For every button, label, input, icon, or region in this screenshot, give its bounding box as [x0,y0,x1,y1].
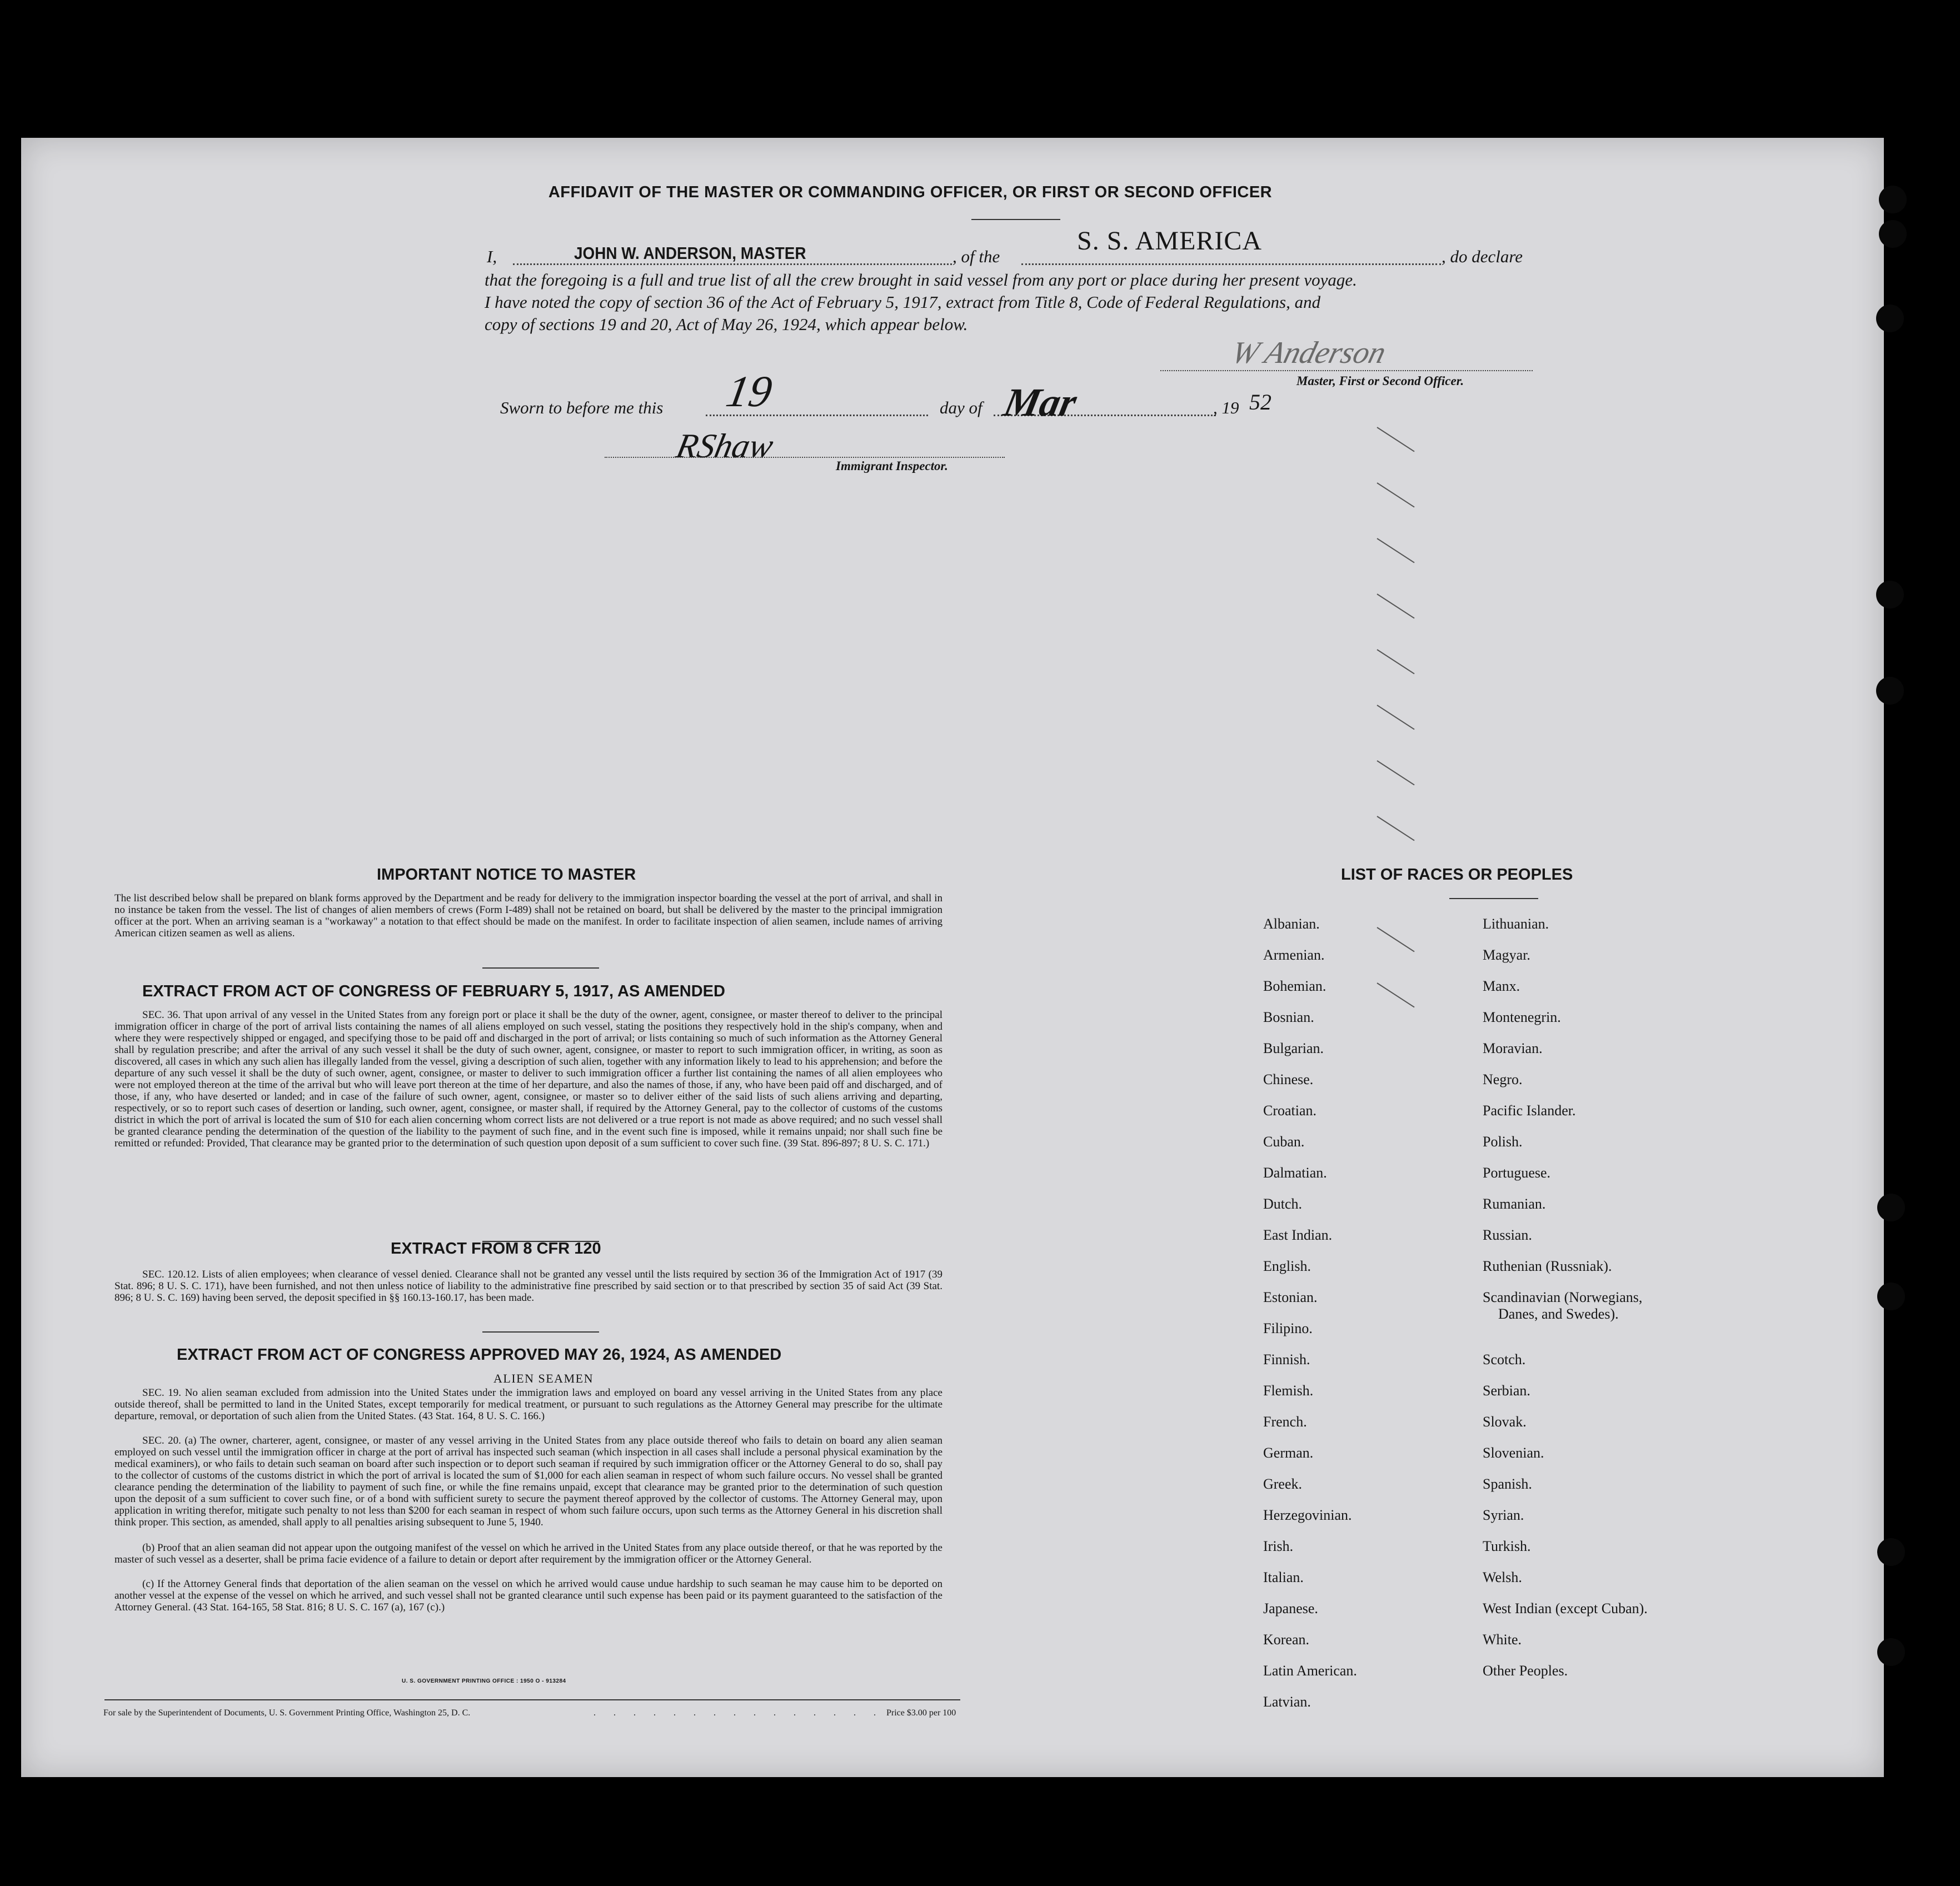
show-through-mark [1377,760,1414,785]
race-item: Albanian. [1263,916,1320,932]
races-title: LIST OF RACES OR PEOPLES [1341,866,1573,884]
race-item: Bohemian. [1263,978,1326,994]
show-through-mark [1377,705,1414,730]
race-item: Armenian. [1263,947,1325,963]
race-item: French. [1263,1414,1307,1430]
race-item: Chinese. [1263,1071,1314,1087]
punch-hole [1877,1194,1905,1221]
race-item: Bosnian. [1263,1009,1314,1025]
punch-hole [1876,677,1904,705]
extract-1924-sec19: SEC. 19. No alien seaman excluded from admission into the United States under the immigration laws and employed on board any vessel arriving in the United States from any place outside thereof, shall be permitted to land in the United States, except temporarily for medical treatment, or pursuant to such regulations as the Attorney General may prescribe for the ultimate departure, removal, or deportation of such alien from the United States. (43 Stat. 164, 8 U. S. C. 166.) [114,1387,942,1422]
vessel-name-field: S. S. AMERICA [1077,226,1263,256]
race-item: Moravian. [1483,1040,1543,1056]
day-field: 19 [722,367,776,416]
race-item: Negro. [1483,1071,1523,1087]
notice-body: The list described below shall be prepared on blank forms approved by the Department and be ready for delivery to the immigration inspector boarding the vessel at the port of arrival, and shall in no instance be taken from the vessel. The list of changes of alien members of crews (Form I-489) shall not be retained on board, but shall be delivered by the master to the principal immigration officer at the port. When an arriving seaman is a "workaway" a notation to that effect should be made on the manifest. In order to facilitate inspection of alien seamen, include names of arriving American citizen seamen as well as aliens. [114,892,942,939]
race-item: East Indian. [1263,1227,1333,1243]
race-item: Russian. [1483,1227,1532,1243]
race-item: Italian. [1263,1569,1304,1585]
do-declare-label: , do declare [1442,247,1523,266]
affidavit-title-rule [971,219,1060,220]
notice-title: IMPORTANT NOTICE TO MASTER [377,866,636,884]
race-item: English. [1263,1258,1311,1274]
race-item: Dutch. [1263,1196,1303,1212]
race-item: Bulgarian. [1263,1040,1324,1056]
race-item: Slovenian. [1483,1445,1544,1461]
race-item: Scandinavian (Norwegians, [1483,1289,1643,1305]
race-item: Welsh. [1483,1569,1522,1585]
show-through-mark [1377,927,1414,952]
punch-hole [1876,305,1904,332]
race-item: Latin American. [1263,1663,1357,1679]
races-title-rule [1449,898,1538,899]
race-item: Herzegovinian. [1263,1507,1352,1523]
extract-1917-body: SEC. 36. That upon arrival of any vessel in the United States from any foreign port or place it shall be the duty of the owner, agent, consignee, or master thereof to deliver to the principal immigration officer in charge of the port of arrival lists containing the names of all aliens employed on such vessel, stating the positions they respectively hold in the ship's company, when and where they were respectively shipped or engaged, and specifying those to be paid off and discharged in the port of arrival; or lists containing so much of such information as the Attorney General shall by regulation prescribe; and after the arrival of any such vessel it shall be the duty of such owner, agent, consignee, or master to report to such immigration officer, in writing, as soon as discovered, all cases in which any such alien has illegally landed from the vessel, giving a description of such alien, together with any information likely to lead to his apprehension; and before the departure of any such vessel it shall be the duty of such owner, agent, consignee, or master to deliver to such immigration officer a further list containing the names of all alien employees who were not employed thereon at the time of the arrival but who will leave port thereon at the time of her departure, and also the names of those, if any, who have been paid off and discharged, and of those, if any, who have deserted or landed; and in case of the failure of such owner, agent, consignee, or master so to deliver either of the said lists of such aliens arriving and departing, respectively, or so to report such cases of desertion or landing, such owner, agent, consignee, or master shall, if required by the Attorney General, pay to the collector of customs of the customs district in which the port of arrival is located the sum of $10 for each alien concerning whom correct lists are not delivered or a true report is not made as above required; and no such vessel shall be granted clearance pending the determination of the question of the liability to the payment of such fine, and in the event such fine is imposed, while it remains unpaid; nor shall such fine be remitted or refunded: Provided, That clearance may be granted prior to the determination of such question upon deposit of a sum sufficient to cover such fine. (39 Stat. 896-897; 8 U. S. C. 171.) [114,1009,942,1149]
show-through-mark [1377,427,1414,452]
year-field: 52 [1249,390,1271,415]
punch-hole [1879,220,1907,248]
race-item: Rumanian. [1483,1196,1546,1212]
race-item: Danes, and Swedes). [1498,1306,1619,1322]
day-of-label: day of [940,398,983,417]
race-item: Turkish. [1483,1538,1531,1554]
document-sheet [21,138,1884,1777]
extract-1924-subtitle: ALIEN SEAMEN [493,1371,594,1385]
show-through-mark [1377,482,1414,507]
race-item: Flemish. [1263,1383,1314,1399]
extract-1924-sec20b: (b) Proof that an alien seaman did not appear upon the outgoing manifest of the vessel on which he arrived in the United States from any place outside thereof, or that he was reported by the master of such vessel as a deserter, shall be prima facie evidence of a failure to detain or deport after requirement by the immigration officer or the Attorney General. [114,1542,942,1565]
month-field: Mar [1000,380,1081,425]
footer-price: Price $3.00 per 100 [886,1708,956,1718]
race-item: Serbian. [1483,1383,1530,1399]
show-through-mark [1377,538,1414,563]
master-signature: W Anderson [1228,336,1390,370]
race-item: Latvian. [1263,1694,1311,1710]
inspector-line [605,457,1005,458]
race-item: Finnish. [1263,1351,1310,1368]
race-item: Spanish. [1483,1476,1532,1492]
race-item: Portuguese. [1483,1165,1551,1181]
race-item: Filipino. [1263,1320,1313,1336]
show-through-mark [1377,649,1414,674]
race-item: Ruthenian (Russniak). [1483,1258,1612,1274]
race-item: White. [1483,1631,1522,1648]
extract-1924-sec20a: SEC. 20. (a) The owner, charterer, agent, consignee, or master of any vessel arriving in the United States from any place outside thereof who fails to detain on board any alien seaman employed on such vessel until the immigration officer in charge at the port of arrival has inspected such seaman (which inspection in all cases shall include a personal physical examination by the medical examiners), or who fails to detain such seaman on board after such inspection or to deport such seaman if required by such immigration officer or the Attorney General to do so, shall pay to the collector of customs of the customs district in which the port of arrival is located the sum of $1,000 for each alien seaman in respect of whom such failure occurs. No vessel shall be granted clearance pending the determination of the liability to payment of such fine, or while the fine remains unpaid, except that clearance may be granted prior to the determination of such question upon the deposit of a sum sufficient to cover such fine, or of a bond with sufficient surety to secure the payment thereof approved by the collector of customs. The Attorney General may, upon application in writing therefor, mitigate such penalty to not less than $200 for each seaman in respect of whom such failure occurs, upon such terms as the Attorney General in his discretion shall think proper. This section, as amended, shall apply to all penalties arising subsequent to June 5, 1940. [114,1435,942,1528]
race-item: Japanese. [1263,1600,1318,1616]
sworn-label: Sworn to before me this [500,398,664,417]
race-item: Polish. [1483,1134,1523,1150]
punch-hole [1879,186,1907,213]
extract-cfr-body: SEC. 120.12. Lists of alien employees; when clearance of vessel denied. Clearance shall not be granted any vessel until the lists required by section 36 of the Immigration Act of 1917 (39 Stat. 896; 8 U. S. C. 171), have been furnished, and not then unless notice of liability to the administrative fine prescribed by said section or to that prescribed by section 35 of said Act (39 Stat. 896; 8 U. S. C. 169) having been served, the deposit specified in §§ 160.13-160.17, has been made. [114,1269,942,1304]
show-through-mark [1377,982,1414,1007]
punch-hole [1877,1283,1905,1310]
extract-cfr-title: EXTRACT FROM 8 CFR 120 [391,1240,601,1258]
show-through-mark [1377,593,1414,618]
divider-1 [482,967,599,969]
extract-1924-title: EXTRACT FROM ACT OF CONGRESS APPROVED MAY 26, 1924, AS AMENDED [177,1346,782,1364]
inspector-caption: Immigrant Inspector. [836,459,948,473]
affidavit-line-2: that the foregoing is a full and true list of all the crew brought in said vessel from any port or place during her present voyage. [485,270,1357,290]
gpo-imprint: U. S. GOVERNMENT PRINTING OFFICE : 1950 O - 913284 [402,1678,566,1684]
race-item: Montenegrin. [1483,1009,1561,1025]
affidavit-line-4: copy of sections 19 and 20, Act of May 26, 1924, which appear below. [485,315,968,334]
master-name-line [513,263,952,265]
race-item: Pacific Islander. [1483,1102,1576,1119]
master-name-field: JOHN W. ANDERSON, MASTER [574,243,806,263]
race-item: Other Peoples. [1483,1663,1568,1679]
footer-rule [104,1699,960,1700]
race-item: Manx. [1483,978,1520,994]
of-the-label: , of the [952,247,1000,266]
punch-hole [1876,581,1904,608]
punch-hole [1877,1538,1905,1566]
affidavit-i-label: I, [487,247,497,266]
race-item: Dalmatian. [1263,1165,1327,1181]
footer-dots: . . . . . . . . . . . . . . . [594,1708,884,1718]
master-signature-line [1160,370,1533,371]
punch-hole [1877,1638,1905,1666]
extract-1924-sec20c: (c) If the Attorney General finds that deportation of the alien seaman on the vessel on which he arrived would cause undue hardship to such seaman he may cause him to be deported on another vessel at the expense of the vessel on which he arrived, and such vessel shall not be granted clearance until such expense has been paid or its payment guaranteed to the satisfaction of the Attorney General. (43 Stat. 164-165, 58 Stat. 816; 8 U. S. C. 167 (a), 167 (c).) [114,1578,942,1613]
show-through-mark [1377,816,1414,841]
race-item: Scotch. [1483,1351,1526,1368]
year-label: , 19 [1213,398,1239,417]
race-item: Irish. [1263,1538,1294,1554]
affidavit-line-3: I have noted the copy of section 36 of the Act of February 5, 1917, extract from Title 8, Code of Federal Regulations, and [485,292,1321,312]
divider-3 [482,1331,599,1333]
inspector-signature: RShaw [672,427,777,465]
vessel-line [1021,263,1441,265]
race-item: Lithuanian. [1483,916,1549,932]
race-item: Croatian. [1263,1102,1317,1119]
master-caption: Master, First or Second Officer. [1296,374,1464,388]
race-item: Magyar. [1483,947,1530,963]
footer-sale: For sale by the Superintendent of Documents, U. S. Government Printing Office, Washington 25, D. C. [103,1708,471,1718]
race-item: Syrian. [1483,1507,1524,1523]
affidavit-title: AFFIDAVIT OF THE MASTER OR COMMANDING OFFICER, OR FIRST OR SECOND OFFICER [548,183,1273,201]
race-item: West Indian (except Cuban). [1483,1600,1648,1616]
race-item: Korean. [1263,1631,1310,1648]
race-item: Greek. [1263,1476,1303,1492]
extract-1917-title: EXTRACT FROM ACT OF CONGRESS OF FEBRUARY 5, 1917, AS AMENDED [142,982,725,1000]
race-item: Estonian. [1263,1289,1318,1305]
race-item: German. [1263,1445,1314,1461]
race-item: Slovak. [1483,1414,1527,1430]
race-item: Cuban. [1263,1134,1305,1150]
